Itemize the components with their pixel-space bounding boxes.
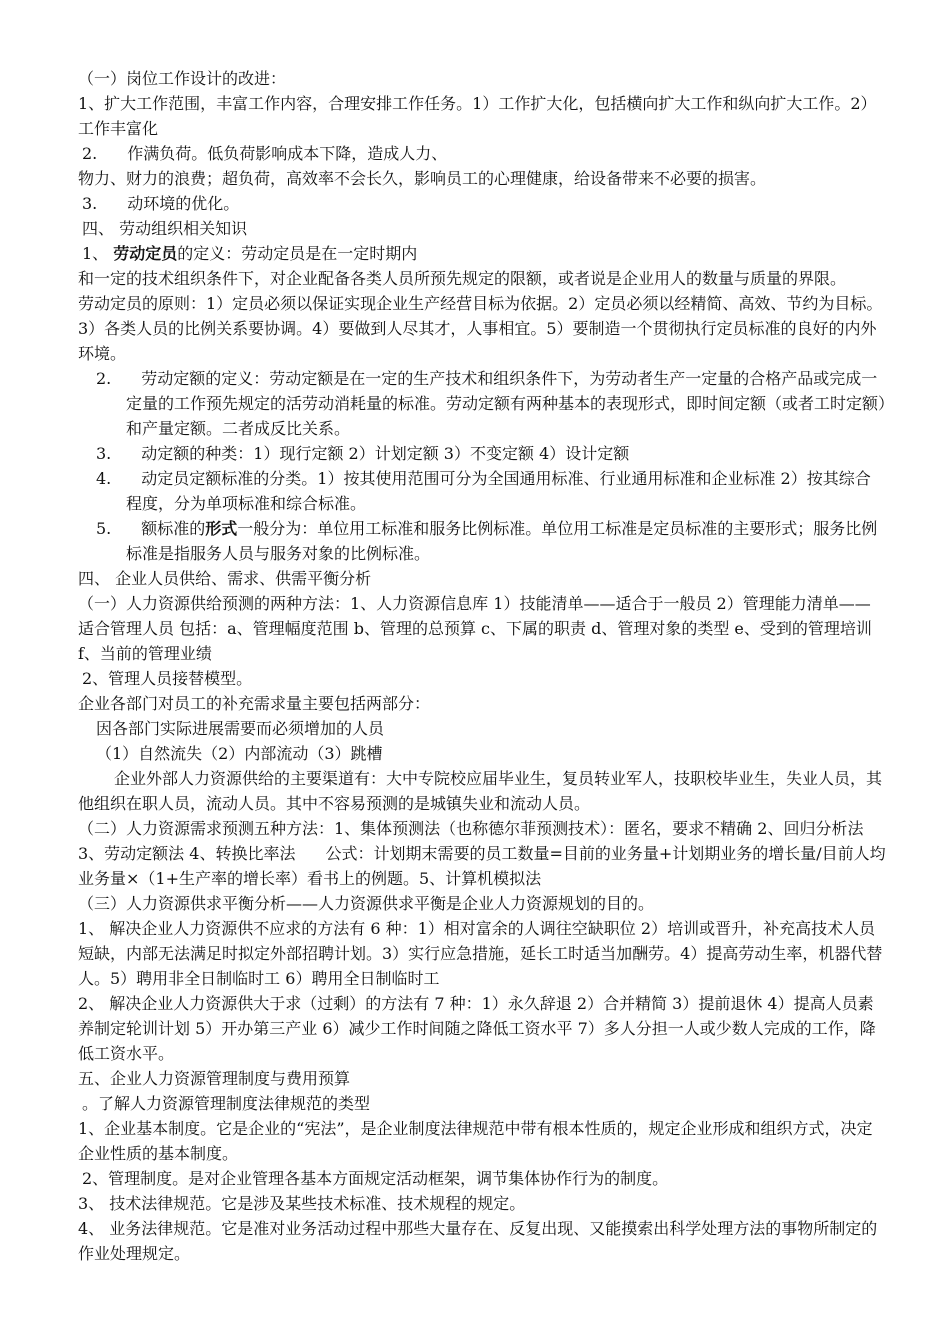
paragraph: 物力、财力的浪费；超负荷，高效率不会长久，影响员工的心理健康，给设备带来不必要的损害。 — [78, 169, 767, 188]
paragraph-text: （二）人力资源需求预测五种方法：1、集体预测法（也称德尔菲预测技术）：匿名，要求不精确 2、回归分析法 3、劳动定额法 4、转换比率法 — [78, 819, 864, 863]
section-heading: 四、 企业人员供给、需求、供需平衡分析 — [78, 569, 372, 588]
paragraph: 3、 技术法律规范。它是涉及某些技术标准、技术规程的规定。 — [78, 1194, 526, 1213]
list-item-text: 动定员定额标准的分类。1）按其使用范围可分为全国通用标准、行业通用标准和企业标准 2）按其综合程度，分为单项标准和综合标准。 — [126, 469, 871, 513]
list-item — [78, 516, 886, 566]
paragraph: 2、管理制度。是对企业管理各基本方面规定活动框架，调节集体协作行为的制度。 — [82, 1169, 669, 1188]
list-number: 3. — [82, 194, 98, 213]
paragraph: 1、 解决企业人力资源供不应求的方法有 6 种：1）相对富余的人调往空缺职位 2）培训或晋升，补充高技术人员短缺，内部无法满足时拟定外部招聘计划。3）实行应急措施，延长工时适当加酬劳。4）提高劳动生率，机器代替人。5）聘用非全日制临时工 6）聘用全日制临时工 — [78, 919, 883, 988]
list-item — [78, 191, 886, 216]
paragraph: 企业各部门对员工的补充需求量主要包括两部分： — [78, 694, 431, 713]
bold-term: 劳动定员 — [113, 244, 178, 263]
section-heading: （一）岗位工作设计的改进： — [78, 69, 287, 88]
paragraph: 1、企业基本制度。它是企业的“宪法”，是企业制度法律规范中带有根本性质的，规定企业形成和组织方式，决定企业性质的基本制度。 — [78, 1119, 873, 1163]
paragraph: 因各部门实际进展需要而必须增加的人员 — [96, 719, 385, 738]
list-item — [78, 141, 886, 166]
list-number: 4. — [96, 469, 112, 488]
bold-term: 形式 — [205, 519, 238, 538]
paragraph: 1、扩大工作范围，丰富工作内容，合理安排工作任务。1）工作扩大化，包括横向扩大工作和纵向扩大工作。2）工作丰富化 — [78, 94, 877, 138]
list-item — [78, 441, 886, 466]
list-item-text: 的定义：劳动定员是在一定时期内 — [177, 244, 418, 263]
paragraph: （1）自然流失（2）内部流动（3）跳槽 — [96, 744, 383, 763]
paragraph: （一）人力资源供给预测的两种方法：1、人力资源信息库 1）技能清单——适合于一般员 2）管理能力清单——适合管理人员 包括：a、管理幅度范围 b、管理的总预算 c、下属的职责 d、管理对象的类型 e、受到的管理培训 f、当前的管理业绩 — [78, 594, 872, 663]
paragraph: 2、 解决企业人力资源供大于求（过剩）的方法有 7 种：1）永久辞退 2）合并精简 3）提前退休 4）提高人员素养制定轮训计划 5）开办第三产业 6）减少工作时间随之降低工资水平 7）多人分担一人或少数人完成的工作，降低工资水平。 — [78, 994, 876, 1063]
paragraph: 4、 业务法律规范。它是准对业务活动过程中那些大量存在、反复出现、又能摸索出科学处理方法的事物所制定的作业处理规定。 — [78, 1219, 878, 1263]
list-item-text: 动定额的种类：1）现行定额 2）计划定额 3）不变定额 4）设计定额 — [141, 444, 630, 463]
list-number: 2. — [82, 144, 98, 163]
list-item-text: 动环境的优化。 — [127, 194, 240, 213]
list-number: 5. — [96, 519, 112, 538]
list-item — [78, 366, 886, 441]
list-item-text: 作满负荷。低负荷影响成本下降，造成人力、 — [127, 144, 448, 163]
section-heading: 五、企业人力资源管理制度与费用预算 — [78, 1069, 351, 1088]
list-item-text: 额标准的 — [141, 519, 206, 538]
formula-text: 公式：计划期末需要的员工数量=目前的业务量+计划期业务的增长量/目前人均业务量×（1+生产率的增长率）看书上的例题。5、计算机模拟法 — [78, 844, 886, 888]
section-heading: （三）人力资源供求平衡分析——人力资源供求平衡是企业人力资源规划的目的。 — [78, 894, 655, 913]
paragraph — [78, 816, 886, 891]
paragraph: 劳动定员的原则：1）定员必须以保证实现企业生产经营目标为依据。2）定员必须以经精简、高效、节约为目标。3）各类人员的比例关系要协调。4）要做到人尽其才，人事相宜。5）要制造一个贯彻执行定员标准的良好的内外环境。 — [78, 294, 883, 363]
list-number: 2. — [96, 369, 112, 388]
list-item — [78, 466, 886, 516]
paragraph: 企业外部人力资源供给的主要渠道有：大中专院校应届毕业生，复员转业军人，技职校毕业生，失业人员，其他组织在职人员，流动人员。其中不容易预测的是城镇失业和流动人员。 — [78, 769, 883, 813]
document-body — [78, 66, 886, 1266]
list-item — [78, 241, 886, 266]
list-number: 3. — [96, 444, 112, 463]
list-item-text: 一般分为：单位用工标准和服务比例标准。单位用工标准是定员标准的主要形式；服务比例标准是指服务人员与服务对象的比例标准。 — [126, 519, 878, 563]
section-heading: 四、 劳动组织相关知识 — [82, 219, 248, 238]
list-number: 1、 — [82, 244, 109, 263]
paragraph: 。了解人力资源管理制度法律规范的类型 — [82, 1094, 371, 1113]
paragraph: 2、管理人员接替模型。 — [82, 669, 253, 688]
paragraph: 和一定的技术组织条件下，对企业配备各类人员所预先规定的限额，或者说是企业用人的数量与质量的界限。 — [78, 269, 847, 288]
list-item-text: 劳动定额的定义：劳动定额是在一定的生产技术和组织条件下，为劳动者生产一定量的合格产品或完成一定量的工作预先规定的活劳动消耗量的标准。劳动定额有两种基本的表现形式，即时间定额（或者工时定额）和产量定额。二者成反比关系。 — [126, 369, 887, 438]
